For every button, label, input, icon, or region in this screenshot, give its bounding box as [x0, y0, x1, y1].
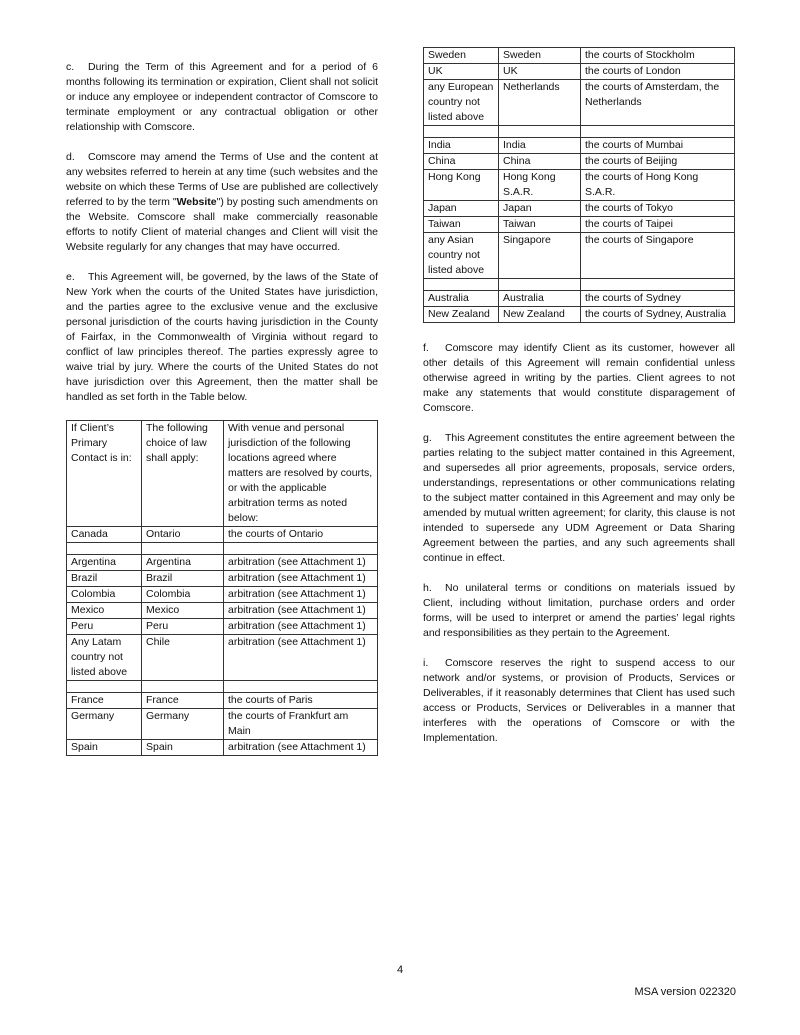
table-cell: Peru	[67, 619, 142, 635]
table-cell: UK	[424, 64, 499, 80]
paragraph-text: This Agreement will, be governed, by the laws of the State of New York when the courts of the United States have jurisdiction, and the parties agree to the exclusive venue and the exclusive personal jurisdiction of the courts having jurisdiction in the County of Fairfax, in the Commonwealth of Virginia without regard to conflict of law principles thereof. The parties expressly agree to waive trial by jury. Where the courts of the United States do not have jurisdiction over this Agreement, then the matter shall be handled as set forth in the Table below.	[66, 271, 378, 403]
table-cell: Taiwan	[499, 217, 581, 233]
table-row	[424, 291, 735, 307]
table-cell: Brazil	[142, 571, 224, 587]
table-row	[67, 603, 378, 619]
table-row	[67, 619, 378, 635]
paragraph-d	[66, 150, 378, 255]
paragraph-label: g.	[423, 432, 432, 444]
table-cell: Germany	[142, 709, 224, 740]
paragraph-h	[423, 581, 735, 641]
table-row	[424, 279, 735, 291]
table-cell: Argentina	[142, 555, 224, 571]
table-cell: the courts of London	[581, 64, 735, 80]
table-cell: Any Latam country not listed above	[67, 635, 142, 681]
table-cell: any European country not listed above	[424, 80, 499, 126]
table-cell: France	[67, 693, 142, 709]
table-cell: Japan	[499, 201, 581, 217]
table-row	[424, 80, 735, 126]
paragraph-text: Comscore may identify Client as its customer, however all other details of this Agreement will remain confidential unless otherwise agreed in writing by the parties. Client agrees to not make any statements that would constitute disparagement of Comscore.	[423, 342, 735, 414]
table-cell	[581, 126, 735, 138]
defined-term: Website	[176, 196, 217, 208]
table-cell: Spain	[142, 740, 224, 756]
paragraph-i	[423, 656, 735, 746]
table-cell: the courts of Stockholm	[581, 48, 735, 64]
table-row	[67, 693, 378, 709]
table-row	[67, 421, 378, 527]
table-cell: New Zealand	[499, 307, 581, 323]
table-cell: arbitration (see Attachment 1)	[224, 555, 378, 571]
table-row	[67, 740, 378, 756]
table-cell	[224, 681, 378, 693]
table-row	[67, 527, 378, 543]
table-row	[424, 307, 735, 323]
paragraph-text: No unilateral terms or conditions on materials issued by Client, including without limitation, purchase orders and order forms, will be used to interpret or amend the parties’ legal rights and responsibilities as they pertain to the Agreement.	[423, 582, 735, 639]
table-cell: The following choice of law shall apply:	[142, 421, 224, 527]
table-cell	[67, 543, 142, 555]
jurisdiction-table-part-2	[423, 47, 735, 323]
table-cell: Australia	[424, 291, 499, 307]
table-cell: India	[499, 138, 581, 154]
table-row	[67, 681, 378, 693]
table-cell: Mexico	[67, 603, 142, 619]
table-row	[424, 64, 735, 80]
paragraph-text: Comscore reserves the right to suspend access to our network and/or systems, or provision of Products, Services or Deliverables, if it reasonably determines that Client has used such access or Products, Services or Deliverables in a manner that interferes with the operations of Comscore or with the Implementation.	[423, 657, 735, 744]
paragraph-f	[423, 341, 735, 416]
table-row	[424, 217, 735, 233]
paragraph-text: During the Term of this Agreement and for a period of 6 months following its termination or expiration, Client shall not solicit or induce any employee or independent contractor of Comscore to terminate employment or any contractual obligation or other relationship with Comscore.	[66, 61, 378, 133]
paragraph-label: i.	[423, 657, 429, 669]
table-row	[67, 543, 378, 555]
table-row	[424, 138, 735, 154]
table-cell: arbitration (see Attachment 1)	[224, 603, 378, 619]
table-row	[67, 571, 378, 587]
table-cell: India	[424, 138, 499, 154]
page-number: 4	[396, 964, 404, 976]
table-row	[424, 201, 735, 217]
table-row	[424, 233, 735, 279]
table-cell: Brazil	[67, 571, 142, 587]
table-cell: Ontario	[142, 527, 224, 543]
table-cell: the courts of Ontario	[224, 527, 378, 543]
table-cell	[142, 543, 224, 555]
table-row	[67, 709, 378, 740]
table-cell: arbitration (see Attachment 1)	[224, 571, 378, 587]
table-cell: the courts of Hong Kong S.A.R.	[581, 170, 735, 201]
table-cell: Sweden	[499, 48, 581, 64]
table-cell: the courts of Paris	[224, 693, 378, 709]
table-cell: Australia	[499, 291, 581, 307]
table-cell: arbitration (see Attachment 1)	[224, 587, 378, 603]
table-cell: Chile	[142, 635, 224, 681]
table-cell: Mexico	[142, 603, 224, 619]
paragraph-label: c.	[66, 61, 75, 73]
table-cell: Sweden	[424, 48, 499, 64]
paragraph-label: d.	[66, 151, 75, 163]
paragraph-text: Comscore may amend the Terms of Use and the content at any websites referred to herein at any time (such websites and the website on which these Terms of Use are published are collectively referred to by the term "	[66, 151, 378, 208]
table-cell: Colombia	[67, 587, 142, 603]
jurisdiction-table-part-1	[66, 420, 378, 756]
table-cell: China	[499, 154, 581, 170]
table-cell	[581, 279, 735, 291]
table-cell: the courts of Singapore	[581, 233, 735, 279]
table-cell	[499, 126, 581, 138]
table-cell: Colombia	[142, 587, 224, 603]
table-cell: If Client’s Primary Contact is in:	[67, 421, 142, 527]
table-cell: the courts of Sydney	[581, 291, 735, 307]
table-cell: Singapore	[499, 233, 581, 279]
table-cell: the courts of Sydney, Australia	[581, 307, 735, 323]
right-paragraphs	[423, 341, 735, 746]
table-cell: Netherlands	[499, 80, 581, 126]
table-row	[424, 48, 735, 64]
table-cell: Hong Kong S.A.R.	[499, 170, 581, 201]
table-cell: Spain	[67, 740, 142, 756]
paragraph-label: f.	[423, 342, 429, 354]
table-cell: Japan	[424, 201, 499, 217]
table-cell: Taiwan	[424, 217, 499, 233]
table-cell: the courts of Tokyo	[581, 201, 735, 217]
table-cell: With venue and personal jurisdiction of the following locations agreed where matters are resolved by courts, or with the applicable arbitration terms as noted below:	[224, 421, 378, 527]
table-cell	[224, 543, 378, 555]
table-cell: Argentina	[67, 555, 142, 571]
table-cell: the courts of Taipei	[581, 217, 735, 233]
table-cell: any Asian country not listed above	[424, 233, 499, 279]
paragraph-text: ") by posting such amendments on the Website. Comscore shall make commercially reasonable efforts to notify Client of material changes and Client will visit the Website regularly for any changes that may have occurred.	[66, 196, 378, 253]
table-row	[67, 635, 378, 681]
table-cell: the courts of Frankfurt am Main	[224, 709, 378, 740]
right-column	[423, 0, 735, 746]
table-row	[424, 126, 735, 138]
table-cell: the courts of Amsterdam, the Netherlands	[581, 80, 735, 126]
table-row	[67, 555, 378, 571]
table-cell: arbitration (see Attachment 1)	[224, 619, 378, 635]
table-cell: Germany	[67, 709, 142, 740]
table-cell: New Zealand	[424, 307, 499, 323]
table-cell: arbitration (see Attachment 1)	[224, 740, 378, 756]
table-cell: Peru	[142, 619, 224, 635]
table-row	[424, 170, 735, 201]
table-cell: the courts of Mumbai	[581, 138, 735, 154]
table-cell: France	[142, 693, 224, 709]
left-paragraphs	[66, 60, 378, 405]
table-cell: UK	[499, 64, 581, 80]
table-cell	[142, 681, 224, 693]
table-cell: China	[424, 154, 499, 170]
left-column	[66, 0, 378, 756]
paragraph-text: This Agreement constitutes the entire agreement between the parties relating to the subject matter contained in this Agreement, and supersedes all prior agreements, proposals, service orders, understandings, representations or other communications relating to the subject matter contained in this Agreement and may only be amended by mutual written agreement; for clarity, this clause is not intended to supersede any UDM Agreement or Data Sharing Agreement between the parties, and any such agreements shall continue in effect.	[423, 432, 735, 564]
version-label: MSA version 022320	[634, 986, 736, 998]
table-cell: Canada	[67, 527, 142, 543]
paragraph-c	[66, 60, 378, 135]
table-cell: the courts of Beijing	[581, 154, 735, 170]
table-row	[424, 154, 735, 170]
table-cell	[424, 279, 499, 291]
table-cell: arbitration (see Attachment 1)	[224, 635, 378, 681]
table-row	[67, 587, 378, 603]
paragraph-label: h.	[423, 582, 432, 594]
paragraph-g	[423, 431, 735, 566]
paragraph-label: e.	[66, 271, 75, 283]
table-cell	[499, 279, 581, 291]
paragraph-e	[66, 270, 378, 405]
table-cell: Hong Kong	[424, 170, 499, 201]
table-cell	[424, 126, 499, 138]
table-cell	[67, 681, 142, 693]
